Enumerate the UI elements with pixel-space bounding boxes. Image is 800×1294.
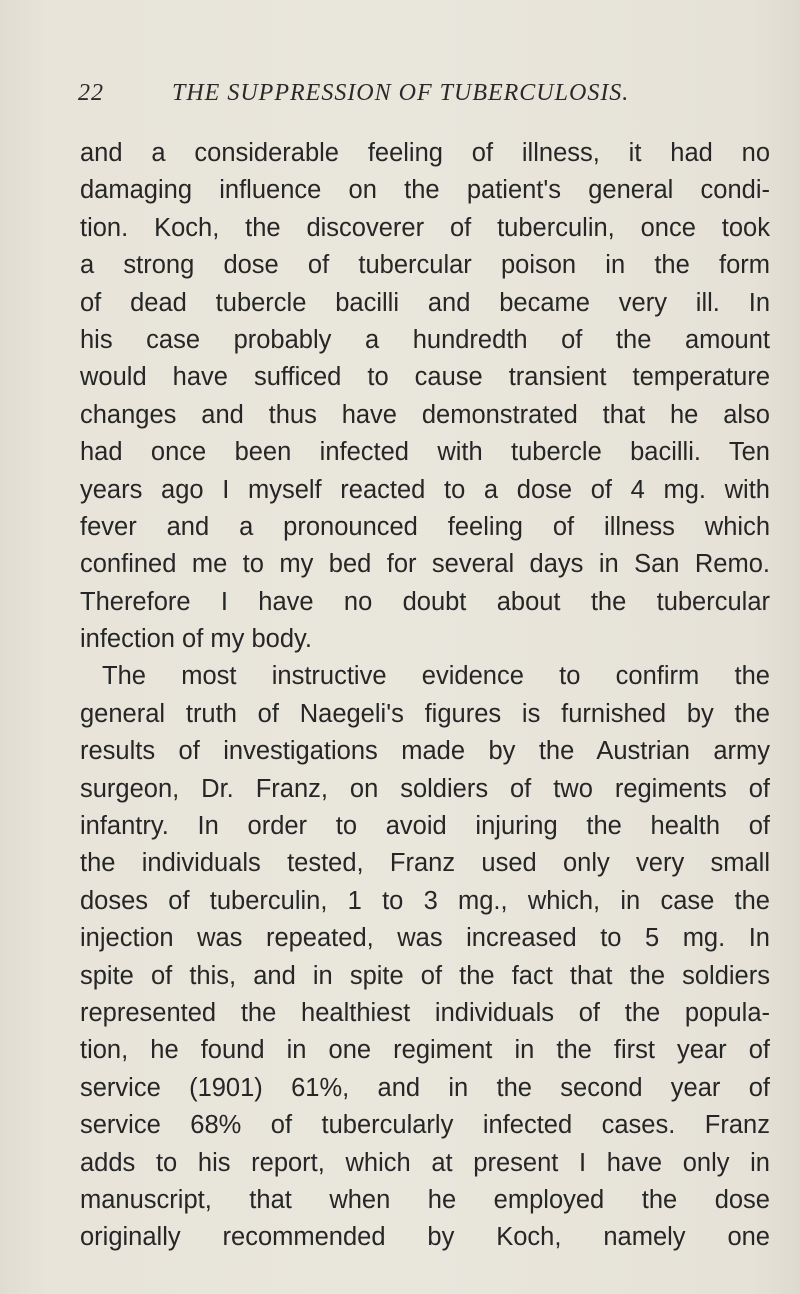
text-line: years ago I myself reacted to a dose of 4 mg. with — [80, 475, 770, 504]
page-header — [78, 80, 768, 114]
text-line: service (1901) 61%, and in the second year of — [80, 1073, 770, 1102]
text-line: of dead tubercle bacilli and became very ill. In — [80, 288, 770, 317]
text-line: confined me to my bed for several days in San Remo. — [80, 550, 770, 579]
text-line: the individuals tested, Franz used only very small — [80, 849, 770, 878]
text-line: adds to his report, which at present I have only in — [80, 1148, 770, 1177]
text-line: had once been infected with tubercle bacilli. Ten — [80, 438, 770, 467]
text-line: tion, he found in one regiment in the first year of — [80, 1036, 770, 1065]
text-line: results of investigations made by the Austrian army — [80, 737, 770, 766]
text-line: fever and a pronounced feeling of illness which — [80, 512, 770, 541]
page-number: 22 — [78, 80, 104, 106]
text-line: his case probably a hundredth of the amount — [80, 325, 770, 354]
text-line: spite of this, and in spite of the fact that the soldiers — [80, 961, 770, 990]
text-line: injection was repeated, was increased to 5 mg. In — [80, 924, 770, 953]
body-text — [80, 135, 770, 1257]
text-line: Therefore I have no doubt about the tubercular — [80, 587, 770, 616]
text-line: damaging influence on the patient's general condi- — [80, 176, 770, 205]
text-line: originally recommended by Koch, namely one — [80, 1223, 770, 1252]
text-line: infantry. In order to avoid injuring the health of — [80, 812, 770, 841]
text-line: changes and thus have demonstrated that he also — [80, 400, 770, 429]
text-line: a strong dose of tubercular poison in the form — [80, 251, 770, 280]
text-line: would have sufficed to cause transient temperature — [80, 363, 770, 392]
text-line: doses of tuberculin, 1 to 3 mg., which, in case the — [80, 886, 770, 915]
running-title: THE SUPPRESSION OF TUBERCULOSIS. — [172, 80, 630, 106]
text-line: represented the healthiest individuals of the popula- — [80, 998, 770, 1027]
text-line: tion. Koch, the discoverer of tuberculin, once took — [80, 213, 770, 242]
text-line: general truth of Naegeli's figures is furnished by the — [80, 699, 770, 728]
text-line: manuscript, that when he employed the dose — [80, 1185, 770, 1214]
text-line: service 68% of tubercularly infected cases. Franz — [80, 1111, 770, 1140]
text-line: surgeon, Dr. Franz, on soldiers of two regiments of — [80, 774, 770, 803]
paragraph-end-line: infection of my body. — [80, 625, 312, 654]
paragraph-start-line: The most instructive evidence to confirm the — [102, 662, 770, 691]
text-line: and a considerable feeling of illness, it had no — [80, 139, 770, 167]
